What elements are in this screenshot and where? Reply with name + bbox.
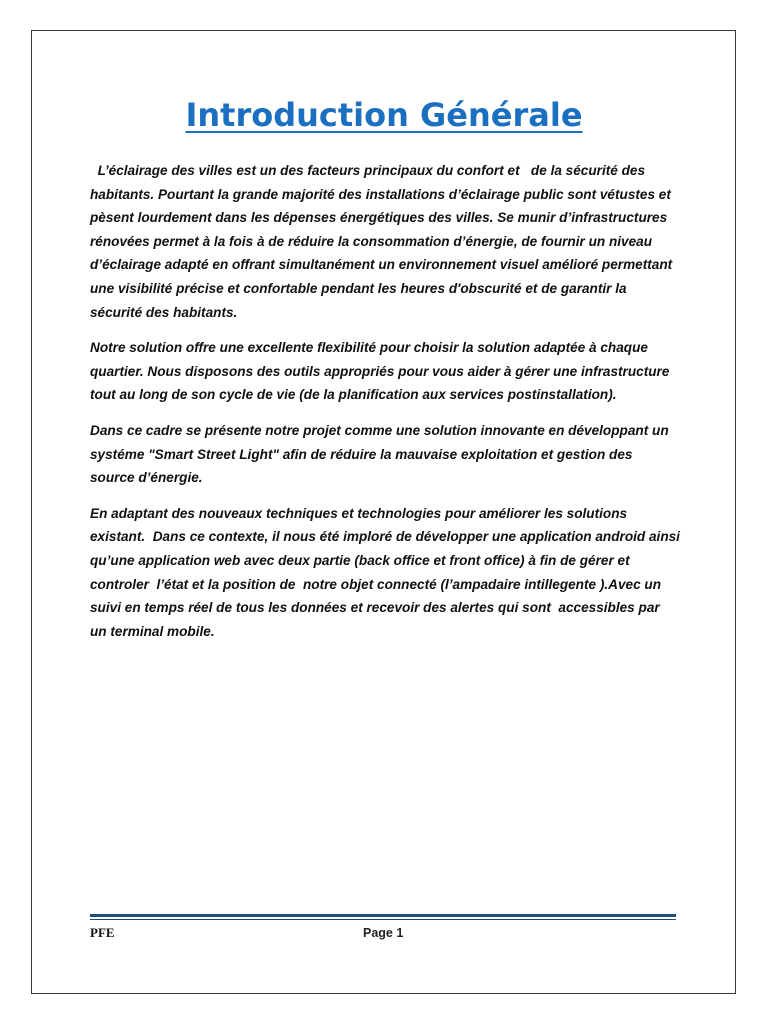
paragraph-intro: L’éclairage des villes est un des facteurs principaux du confort et de la sécurité des habitants. Pourtant la grande majorité des installations d’éclairage public sont vétustes et pèsent lourdement dans les dépenses énergétiques des villes. Se munir d’infrastructures rénovées permet à la fois à de réduire la consommation d’énergie, de fournir un niveau d’éclairage adapté en offrant simultanément un environnement visuel amélioré permettant une visibilité précise et confortable pendant les heures d'obscurité et de garantir la sécurité des habitants. — [90, 163, 676, 320]
paragraph-solution: Notre solution offre une excellente flexibilité pour choisir la solution adaptée à chaque quartier. Nous disposons des outils appropriés pour vous aider à gérer une infrastructure tout au long de son cycle de vie (de la planification aux services postinstallation). — [90, 340, 674, 403]
document-body — [90, 159, 684, 655]
footer-rule — [90, 914, 676, 920]
paragraph-approach: En adaptant des nouveaux techniques et technologies pour améliorer les solutions existant. Dans ce contexte, il nous été imploré de développer une application android ainsi qu’une application web avec deux partie (back office et front office) à fin de gérer et controler l’état et la position de notre objet connecté (l’ampadaire intillegente ).Avec un suivi en temps réel de tous les données et recevoir des alertes qui sont accessibles par un terminal mobile. — [90, 505, 684, 639]
footer-rule-thin — [90, 919, 676, 920]
paragraph-project: Dans ce cadre se présente notre projet comme une solution innovante en développant un systéme "Smart Street Light" afin de réduire la mauvaise exploitation et gestion des source d’énergie. — [90, 422, 673, 486]
page-number: Page 1 — [363, 926, 404, 940]
footer-label: PFE — [90, 925, 115, 940]
footer-rule-thick — [90, 914, 676, 917]
page-title: Introduction Générale — [185, 96, 583, 134]
